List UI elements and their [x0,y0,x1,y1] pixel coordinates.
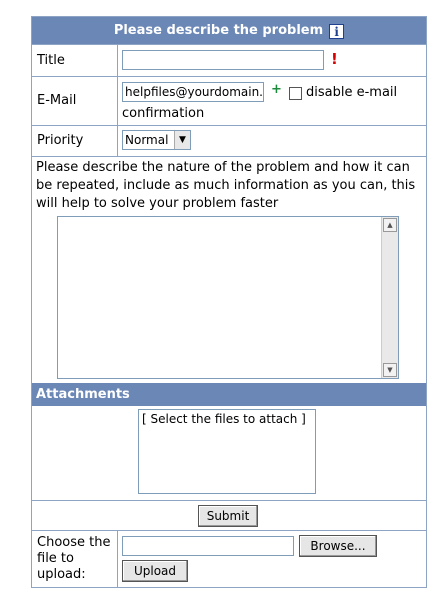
description-scrollbar[interactable] [381,217,398,378]
upload-row [32,530,426,587]
description-instructions: Please describe the nature of the problem and how it can be repeated, include as much information as you can, this will help to solve your problem faster [36,160,416,211]
upload-label-cell [32,531,118,587]
submit-row [32,500,426,530]
attachments-title: Attachments [36,387,130,402]
priority-select[interactable] [122,130,191,150]
email-input[interactable]: helpfiles@yourdomain. [122,82,264,102]
priority-value-cell [119,126,426,156]
scroll-up-icon[interactable]: ▲ [383,218,397,232]
upload-label-line1: Choose the [37,535,111,550]
confirmation-label: confirmation [122,106,205,121]
upload-label [37,535,110,583]
priority-label-cell [32,126,118,156]
description-textarea[interactable] [57,216,399,379]
info-icon[interactable]: i [329,24,344,39]
description-row [32,156,426,383]
upload-label-line2: file to [37,551,74,566]
problem-form [31,16,427,588]
form-title: Please describe the problem [113,23,324,38]
upload-label-line3: upload: [37,567,86,582]
email-value-cell [119,77,426,125]
email-row [32,76,426,125]
submit-button[interactable]: Submit [198,505,258,527]
email-label-cell [32,77,118,125]
browse-button[interactable]: Browse... [299,535,377,557]
disable-email-label: disable e-mail [306,85,398,100]
disable-email-checkbox[interactable] [289,87,302,100]
email-label: E-Mail [37,93,77,108]
attachments-list[interactable] [138,409,316,494]
attachments-header [32,383,426,406]
priority-selected-value: Normal [125,133,169,147]
scroll-down-icon[interactable]: ▼ [383,363,397,377]
file-path-input[interactable] [122,536,294,556]
title-label: Title [37,53,65,68]
form-header [32,17,426,44]
attachments-row [32,406,426,500]
attachments-placeholder: [ Select the files to attach ] [142,412,306,426]
title-row [32,44,426,76]
upload-button[interactable]: Upload [122,560,188,582]
title-label-cell [32,45,118,76]
priority-row [32,125,426,156]
required-mark: ! [331,50,338,68]
title-value-cell [119,45,426,76]
priority-label: Priority [37,133,84,148]
upload-value-cell [119,531,426,587]
title-input[interactable] [122,50,324,70]
add-email-icon[interactable]: + [271,82,282,97]
chevron-down-icon[interactable]: ▼ [174,131,190,149]
